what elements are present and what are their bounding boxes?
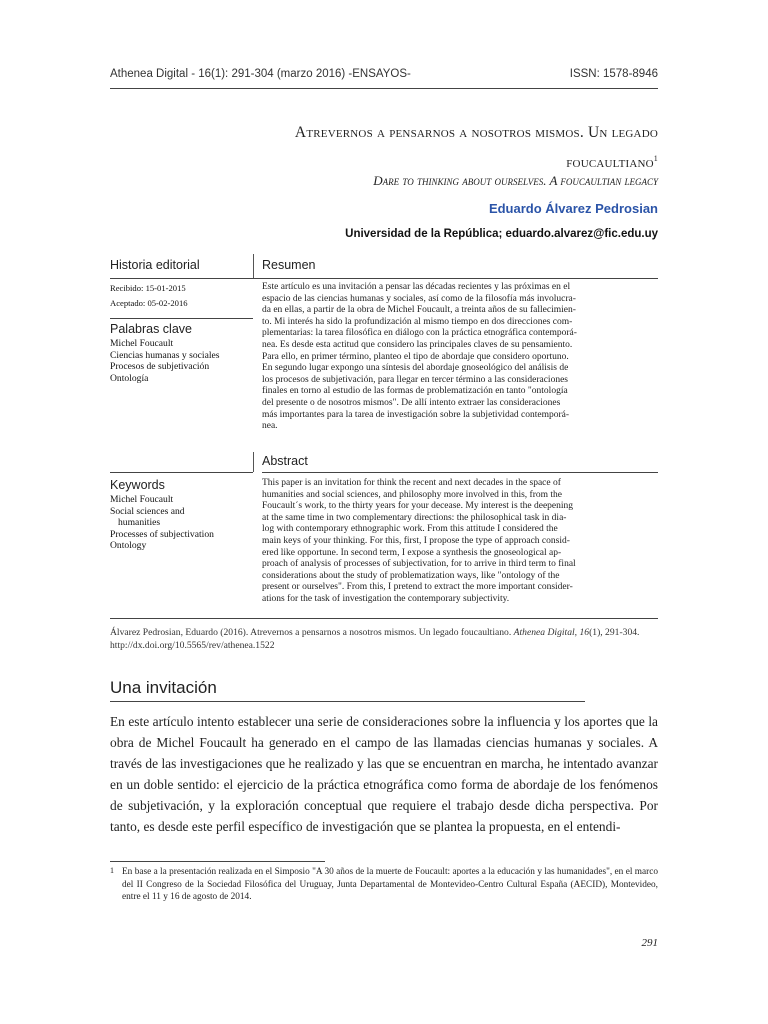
keyword-es: Michel Foucault bbox=[110, 338, 174, 349]
page-number: 291 bbox=[641, 937, 658, 949]
abstract-line: main keys of your thinking. For this, first, I propose the type of approach consid- bbox=[262, 535, 570, 546]
title-line-2-text: foucaultiano bbox=[566, 154, 654, 172]
abstract-line: present or ourselves". From this, I pretend to extract the more important consider- bbox=[262, 582, 573, 593]
resumen-line: da en ellas, a partir de la obra de Michel Foucault, a treinta años de su fallecimien- bbox=[262, 305, 576, 316]
abstract-bottom-divider bbox=[110, 618, 658, 619]
abstract-heading-separator bbox=[253, 452, 254, 472]
resumen-line: nea. Es desde esta actitud que considero las principales claves de su pensamiento. bbox=[262, 339, 573, 350]
accepted-date: Aceptado: 05-02-2016 bbox=[110, 298, 188, 308]
citation-volume: 16 bbox=[579, 627, 590, 638]
keyword-en: humanities bbox=[118, 517, 161, 528]
abstract-line: ered like opportune. In second term, I expose a synthesis the gnoseological ap- bbox=[262, 547, 562, 558]
keyword-en: Social sciences and bbox=[110, 505, 185, 517]
author-name: Eduardo Álvarez Pedrosian bbox=[488, 201, 658, 216]
abstract-line: log with contemporary ethnographic work. From this attitude I considered the bbox=[262, 524, 558, 535]
article-title bbox=[250, 120, 658, 176]
citation-text: Álvarez Pedrosian, Eduardo (2016). Atrevernos a pensarnos a nosotros mismos. Un legado foucaultiano. bbox=[110, 627, 512, 638]
abstract-line: Foucault´s work, to the thirty years for your decease. My interest is the deepening bbox=[262, 501, 574, 512]
keywords-en-list bbox=[110, 494, 214, 552]
keyword-es: Procesos de subjetivación bbox=[110, 361, 210, 372]
keyword-en: Michel Foucault bbox=[110, 494, 174, 505]
issn-label: ISSN: 1578-8946 bbox=[569, 68, 658, 80]
resumen-line: más importantes para la tarea de investigación sobre la subjetividad contemporá- bbox=[262, 409, 570, 420]
resumen-heading: Resumen bbox=[262, 258, 316, 272]
history-divider bbox=[110, 318, 253, 319]
abstract-line: considerations about the study of problematization ways, like "ontology of the bbox=[262, 570, 560, 581]
section-underline bbox=[110, 701, 585, 702]
resumen-line: nea. bbox=[262, 421, 278, 432]
keywords-es-heading: Palabras clave bbox=[110, 322, 192, 336]
abstract-line: ations for the task of investigation the contemporary subjectivity. bbox=[262, 593, 510, 604]
resumen-text bbox=[262, 282, 658, 433]
journal-header: Athenea Digital - 16(1): 291-304 (marzo 2016) -ENSAYOS- bbox=[110, 68, 411, 80]
resumen-line: espacio de las ciencias humanas y sociales, así como de la filosofía más involucra- bbox=[262, 293, 576, 304]
citation bbox=[110, 627, 658, 652]
abstract-heading: Abstract bbox=[262, 454, 308, 468]
keyword-es: Ontología bbox=[110, 372, 149, 384]
abstract-divider bbox=[262, 472, 658, 473]
author-affiliation: Universidad de la República; eduardo.alvarez@fic.edu.uy bbox=[345, 228, 658, 240]
heading-separator bbox=[253, 254, 254, 278]
header-divider bbox=[110, 88, 658, 89]
resumen-line: to. Mi interés ha sido la profundización al mismo tiempo en dos direcciones com- bbox=[262, 316, 573, 327]
article-subtitle: Dare to thinking about ourselves. A foucaultian legacy bbox=[373, 173, 658, 188]
resumen-line: Para ello, en primer término, planteo el tipo de abordaje que considero oportuno. bbox=[262, 351, 569, 362]
keyword-en: Processes of subjectivation bbox=[110, 528, 214, 540]
title-footnote-ref[interactable]: 1 bbox=[653, 154, 658, 163]
abstract-line: at the same time in two complementary directions: the philosophical task in dia- bbox=[262, 512, 567, 523]
keywords-es-list bbox=[110, 338, 220, 384]
resumen-line: plementarias: la tarea filosófica en diálogo con la práctica etnográfica contemporá- bbox=[262, 328, 577, 339]
keyword-en: Ontology bbox=[110, 540, 147, 551]
citation-doi[interactable]: (1), 291-304. http://dx.doi.org/10.5565/rev/athenea.1522 bbox=[110, 627, 640, 651]
title-line-1: Atrevernos a pensarnos a nosotros mismos. Un legado bbox=[294, 124, 658, 141]
received-date: Recibido: 15-01-2015 bbox=[110, 283, 186, 293]
keywords-divider bbox=[110, 472, 253, 473]
section-title: Una invitación bbox=[110, 678, 217, 697]
resumen-line: finales en torno al estudio de las formas de problematización en tanto "ontología bbox=[262, 386, 568, 397]
resumen-line: los procesos de subjetivación, para llegar en tercer término a las consideraciones bbox=[262, 374, 568, 385]
abstract-line: humanities and social sciences, and philosophy more involved in this, from the bbox=[262, 489, 562, 500]
abstract-text bbox=[262, 478, 658, 606]
resumen-line: Este artículo es una invitación a pensar las décadas recientes y las próximas en el bbox=[262, 282, 571, 292]
resumen-divider bbox=[110, 278, 658, 279]
keywords-en-heading: Keywords bbox=[110, 478, 165, 492]
footnote-text: En base a la presentación realizada en el Simposio "A 30 años de la muerte de Foucault: aportes a la educación y las humanidades", en el marco del II Congreso de la Sociedad Filosófica del Uruguay, Junta Departamental de Montevideo-Centro Cultural España (AECID), Montevideo, entre el 11 y 16 de agosto de 2014. bbox=[122, 867, 658, 902]
footnote-divider bbox=[110, 861, 325, 862]
citation-journal: Athenea Digital, bbox=[513, 627, 578, 638]
history-heading: Historia editorial bbox=[110, 258, 200, 272]
resumen-line: del presente o de nosotros mismos". De allí intento extraer las consideraciones bbox=[262, 397, 561, 408]
title-line-2 bbox=[250, 146, 658, 176]
footnote-mark: 1 bbox=[110, 866, 114, 875]
section-body: En este artículo intento establecer una serie de consideraciones sobre la influencia y los aportes que la obra de Michel Foucault ha generado en el campo de las llamadas ciencias humanas y sociales. A través de las investigaciones que he realizado y las que se encuentran en marcha, he intentado avanzar en un doble sentido: el ejercicio de la práctica etnográfica como forma de abordaje de los fenómenos de subjetivación, y la exploración conceptual que requiere el trabajo desde dicha perspectiva. Por tanto, es desde este perfil específico de investigación que se plantea la propuesta, en el entendi- bbox=[110, 714, 658, 835]
keyword-es: Ciencias humanas y sociales bbox=[110, 349, 220, 361]
abstract-line: proach of analysis of processes of subjectivation, for to arrive in third term to final bbox=[262, 559, 576, 570]
footnote bbox=[110, 866, 658, 904]
abstract-line: This paper is an invitation for think the recent and next decades in the space of bbox=[262, 478, 561, 488]
resumen-line: En segundo lugar expongo una síntesis del abordaje gnoseológico del análisis de bbox=[262, 363, 569, 374]
